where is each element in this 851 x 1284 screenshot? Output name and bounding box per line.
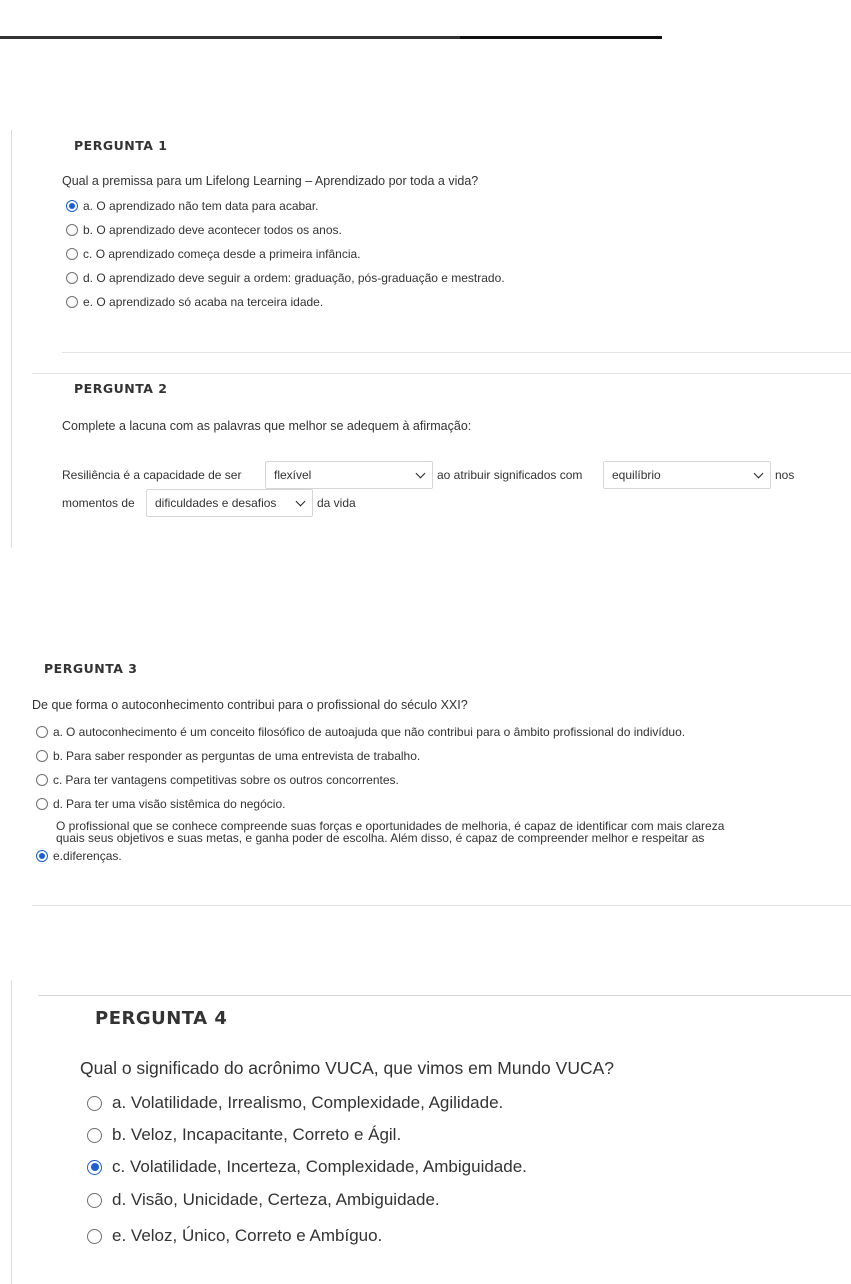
question-1-divider — [62, 352, 851, 353]
chevron-down-icon — [754, 468, 764, 478]
question-4-option-b[interactable]: b. Veloz, Incapacitante, Correto e Ágil. — [87, 1125, 401, 1145]
radio-unchecked-icon[interactable] — [87, 1096, 102, 1111]
question-4-top-divider — [38, 995, 851, 996]
question-1-option-d[interactable]: d. O aprendizado deve seguir a ordem: graduação, pós-graduação e mestrado. — [66, 271, 505, 285]
blank-select-1[interactable]: flexível — [265, 461, 433, 489]
question-4-option-d[interactable]: d. Visão, Unicidade, Certeza, Ambiguidade. — [87, 1190, 440, 1210]
sentence-part-5: da vida — [317, 496, 356, 510]
radio-unchecked-icon[interactable] — [87, 1229, 102, 1244]
sentence-part-3: nos — [775, 468, 795, 482]
question-3-option-b[interactable]: b. Para saber responder as perguntas de uma entrevista de trabalho. — [36, 749, 420, 763]
question-1-option-e[interactable]: e. O aprendizado só acaba na terceira idade. — [66, 295, 323, 309]
chevron-down-icon — [296, 496, 306, 506]
sentence-part-1: Resiliência é a capacidade de ser — [62, 468, 242, 482]
radio-unchecked-icon[interactable] — [66, 224, 78, 236]
question-4-option-a[interactable]: a. Volatilidade, Irrealismo, Complexidade, Agilidade. — [87, 1093, 503, 1113]
sentence-part-2: ao atribuir significados com — [437, 468, 583, 482]
question-1-prompt: Qual a premissa para um Lifelong Learning – Aprendizado por toda a vida? — [62, 174, 479, 188]
question-4-prompt: Qual o significado do acrônimo VUCA, que vimos em Mundo VUCA? — [80, 1058, 614, 1078]
radio-unchecked-icon[interactable] — [36, 750, 48, 762]
radio-unchecked-icon[interactable] — [66, 272, 78, 284]
question-4-left-border — [11, 980, 12, 1284]
question-4-heading: PERGUNTA 4 — [95, 1008, 228, 1029]
question-3-heading: PERGUNTA 3 — [44, 661, 138, 676]
blank-select-2[interactable]: equilíbrio — [603, 461, 771, 489]
chevron-down-icon — [416, 468, 426, 478]
top-divider — [0, 36, 662, 39]
question-3-option-a[interactable]: a. O autoconhecimento é um conceito filosófico de autoajuda que não contribui para o âmbito profissional do indivíduo. — [36, 725, 685, 739]
sentence-part-4: momentos de — [62, 496, 135, 510]
radio-unchecked-icon[interactable] — [87, 1128, 102, 1143]
question-3-option-d[interactable]: d. Para ter uma visão sistêmica do negócio. — [36, 797, 285, 811]
question-3-prompt: De que forma o autoconhecimento contribui para o profissional do século XXI? — [32, 698, 468, 712]
question-2-top-divider — [32, 373, 851, 374]
question-1-option-a[interactable]: a. O aprendizado não tem data para acabar. — [66, 199, 319, 213]
radio-unchecked-icon[interactable] — [36, 798, 48, 810]
radio-unchecked-icon[interactable] — [87, 1193, 102, 1208]
radio-checked-icon[interactable] — [36, 850, 48, 862]
question-2-heading: PERGUNTA 2 — [74, 381, 168, 396]
question-1-option-b[interactable]: b. O aprendizado deve acontecer todos os anos. — [66, 223, 342, 237]
question-2-prompt: Complete a lacuna com as palavras que melhor se adequem à afirmação: — [62, 419, 472, 433]
radio-checked-icon[interactable] — [87, 1160, 102, 1175]
radio-unchecked-icon[interactable] — [66, 296, 78, 308]
question-4-option-e[interactable]: e. Veloz, Único, Correto e Ambíguo. — [87, 1226, 382, 1246]
radio-unchecked-icon[interactable] — [36, 726, 48, 738]
radio-checked-icon[interactable] — [66, 200, 78, 212]
question-1-heading: PERGUNTA 1 — [74, 138, 168, 153]
question-3-option-c[interactable]: c. Para ter vantagens competitivas sobre os outros concorrentes. — [36, 773, 399, 787]
blank-select-3[interactable]: dificuldades e desafios — [146, 489, 313, 517]
question-1-left-border — [11, 130, 12, 548]
radio-unchecked-icon[interactable] — [66, 248, 78, 260]
question-4-option-c[interactable]: c. Volatilidade, Incerteza, Complexidade, Ambiguidade. — [87, 1157, 527, 1177]
radio-unchecked-icon[interactable] — [36, 774, 48, 786]
question-3-divider — [32, 905, 851, 906]
question-1-option-c[interactable]: c. O aprendizado começa desde a primeira infância. — [66, 247, 361, 261]
